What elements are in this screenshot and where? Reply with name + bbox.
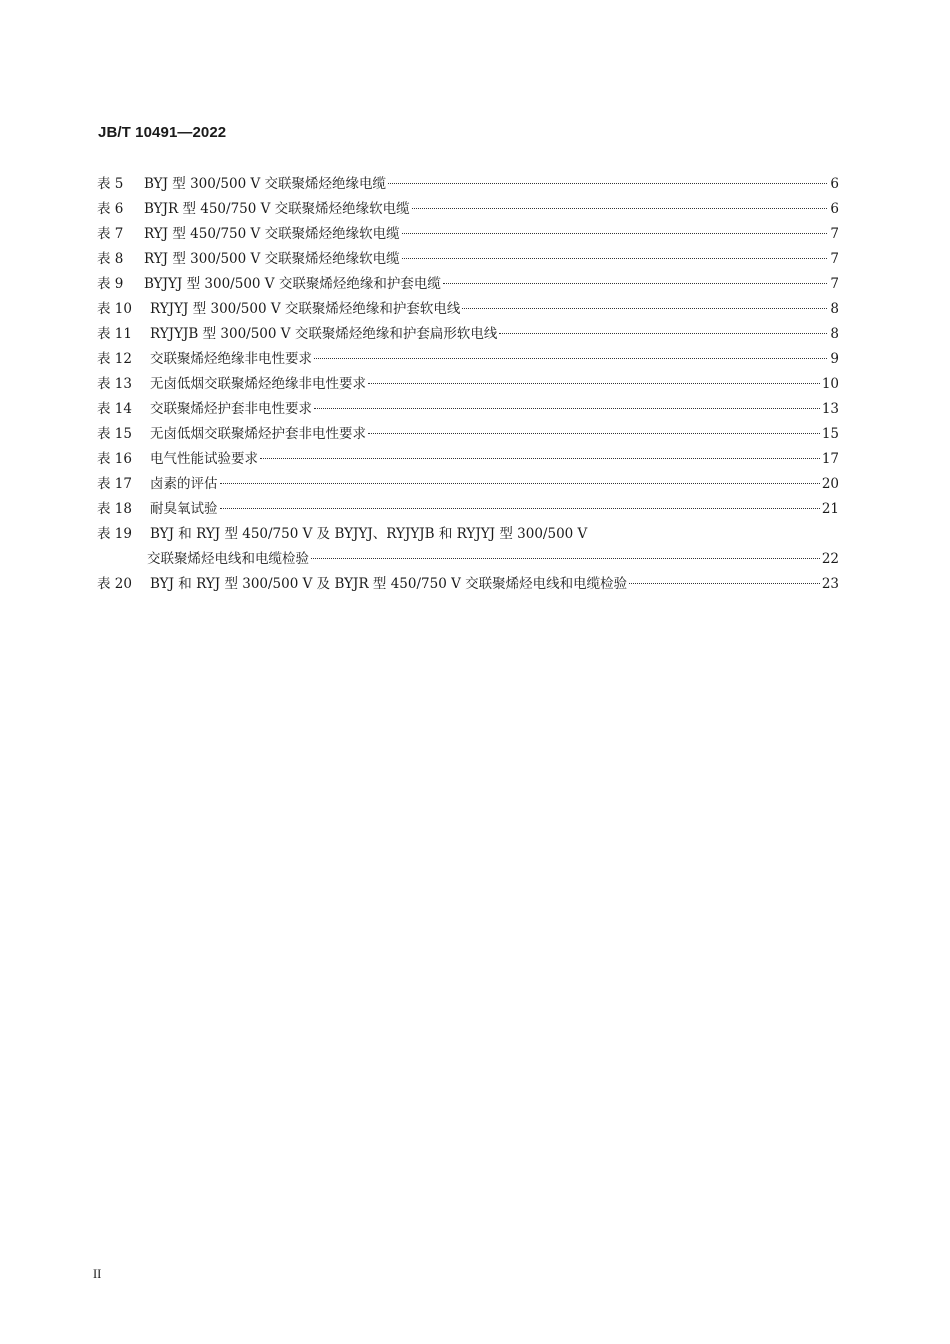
toc-entry-label: 表 10 <box>97 301 132 317</box>
toc-entry-page: 10 <box>821 376 839 392</box>
dot-leader <box>402 232 827 234</box>
toc-entry-title: RYJYJB 型 300/500 V 交联聚烯烃绝缘和护套扁形软电线 <box>150 322 497 347</box>
toc-entry-line <box>150 347 839 372</box>
toc-entry-label: 表 15 <box>97 426 132 442</box>
toc-entry[interactable] <box>97 272 839 297</box>
toc-entry-label: 表 20 <box>97 576 132 592</box>
toc-entry[interactable] <box>97 372 839 397</box>
toc-entry[interactable] <box>97 347 839 372</box>
dot-leader <box>443 282 827 284</box>
toc-entry-line <box>144 197 839 222</box>
toc-entry[interactable] <box>97 422 839 447</box>
toc-entry-label: 表 16 <box>97 451 132 467</box>
toc-entry-title: 电气性能试验要求 <box>150 447 258 472</box>
toc-entry-title: 耐臭氧试验 <box>150 497 218 522</box>
toc-entry-label: 表 14 <box>97 401 132 417</box>
toc-entry[interactable] <box>97 472 839 497</box>
toc-entry[interactable] <box>97 297 839 322</box>
toc-entry-line <box>144 172 839 197</box>
toc-entry-page: 17 <box>821 451 839 467</box>
toc-entry[interactable] <box>97 447 839 472</box>
dot-leader <box>629 582 820 584</box>
toc-entry-line <box>150 322 839 347</box>
toc-entry[interactable] <box>97 522 839 572</box>
toc-entry-title: RYJYJ 型 300/500 V 交联聚烯烃绝缘和护套软电线 <box>150 297 460 322</box>
toc-entry-label: 表 11 <box>97 326 132 342</box>
toc-entry-title: RYJ 型 300/500 V 交联聚烯烃绝缘软电缆 <box>144 247 400 272</box>
toc-entry[interactable] <box>97 397 839 422</box>
toc-entry-label: 表 19 <box>97 526 132 542</box>
toc-entry[interactable] <box>97 247 839 272</box>
dot-leader <box>368 432 820 434</box>
dot-leader <box>499 332 827 334</box>
table-of-contents <box>97 172 839 597</box>
toc-entry-title: 无卤低烟交联聚烯烃护套非电性要求 <box>150 422 366 447</box>
toc-entry-title: RYJ 型 450/750 V 交联聚烯烃绝缘软电缆 <box>144 222 400 247</box>
toc-entry[interactable] <box>97 222 839 247</box>
toc-entry-title: 无卤低烟交联聚烯烃绝缘非电性要求 <box>150 372 366 397</box>
toc-entry-page: 22 <box>821 551 839 567</box>
toc-entry-line <box>144 272 839 297</box>
toc-entry-page: 7 <box>830 226 839 242</box>
toc-entry-page: 6 <box>830 201 839 217</box>
toc-entry-line <box>150 572 839 597</box>
toc-entry-page: 7 <box>830 251 839 267</box>
toc-entry-line <box>150 297 839 322</box>
toc-entry[interactable] <box>97 322 839 347</box>
toc-entry-label: 表 17 <box>97 476 132 492</box>
toc-entry-line <box>144 222 839 247</box>
toc-entry-line <box>150 397 839 422</box>
toc-entry-page: 21 <box>821 501 839 517</box>
toc-entry-title: BYJR 型 450/750 V 交联聚烯烃绝缘软电缆 <box>144 197 410 222</box>
toc-entry-page: 8 <box>830 326 839 342</box>
toc-entry-label: 表 6 <box>97 201 124 217</box>
dot-leader <box>260 457 820 459</box>
toc-entry-page: 9 <box>830 351 839 367</box>
dot-leader <box>412 207 827 209</box>
toc-entry-label: 表 12 <box>97 351 132 367</box>
toc-entry-line <box>150 447 839 472</box>
dot-leader <box>311 557 820 559</box>
toc-entry[interactable] <box>97 172 839 197</box>
toc-entry-title: BYJ 和 RYJ 型 300/500 V 及 BYJR 型 450/750 V 交联聚烯烃电线和电缆检验 <box>150 572 627 597</box>
dot-leader <box>462 307 827 309</box>
toc-entry-title-line2: 交联聚烯烃电线和电缆检验 <box>147 547 309 572</box>
toc-entry-page: 15 <box>821 426 839 442</box>
toc-entry[interactable] <box>97 497 839 522</box>
document-code: JB/T 10491—2022 <box>98 124 227 141</box>
toc-entry-label: 表 7 <box>97 226 124 242</box>
dot-leader <box>402 257 827 259</box>
toc-entry-label: 表 8 <box>97 251 124 267</box>
toc-entry-page: 8 <box>830 301 839 317</box>
toc-entry[interactable] <box>97 572 839 597</box>
toc-entry[interactable] <box>97 197 839 222</box>
toc-entry-line <box>150 472 839 497</box>
toc-entry-page: 23 <box>821 576 839 592</box>
toc-entry-label: 表 18 <box>97 501 132 517</box>
toc-entry-page: 6 <box>830 176 839 192</box>
toc-entry-title-line1: BYJ 和 RYJ 型 450/750 V 及 BYJYJ、RYJYJB 和 RYJYJ 型 300/500 V <box>150 526 588 542</box>
toc-entry-label: 表 13 <box>97 376 132 392</box>
toc-entry-line <box>150 372 839 397</box>
toc-entry-title: 交联聚烯烃护套非电性要求 <box>150 397 312 422</box>
toc-entry-line <box>144 247 839 272</box>
dot-leader <box>220 507 820 509</box>
page-number: II <box>93 1267 102 1281</box>
toc-entry-title: 卤素的评估 <box>150 472 218 497</box>
dot-leader <box>220 482 820 484</box>
toc-entry-line <box>150 497 839 522</box>
toc-entry-line <box>147 547 839 572</box>
toc-entry-page: 13 <box>821 401 839 417</box>
dot-leader <box>314 357 827 359</box>
toc-entry-title: 交联聚烯烃绝缘非电性要求 <box>150 347 312 372</box>
toc-entry-title: BYJYJ 型 300/500 V 交联聚烯烃绝缘和护套电缆 <box>144 272 441 297</box>
toc-entry-label: 表 9 <box>97 276 124 292</box>
toc-entry-title: BYJ 型 300/500 V 交联聚烯烃绝缘电缆 <box>144 172 386 197</box>
toc-entry-line <box>150 422 839 447</box>
dot-leader <box>314 407 820 409</box>
dot-leader <box>388 182 827 184</box>
toc-entry-page: 7 <box>830 276 839 292</box>
toc-entry-page: 20 <box>821 476 839 492</box>
toc-entry-label: 表 5 <box>97 176 124 192</box>
dot-leader <box>368 382 820 384</box>
